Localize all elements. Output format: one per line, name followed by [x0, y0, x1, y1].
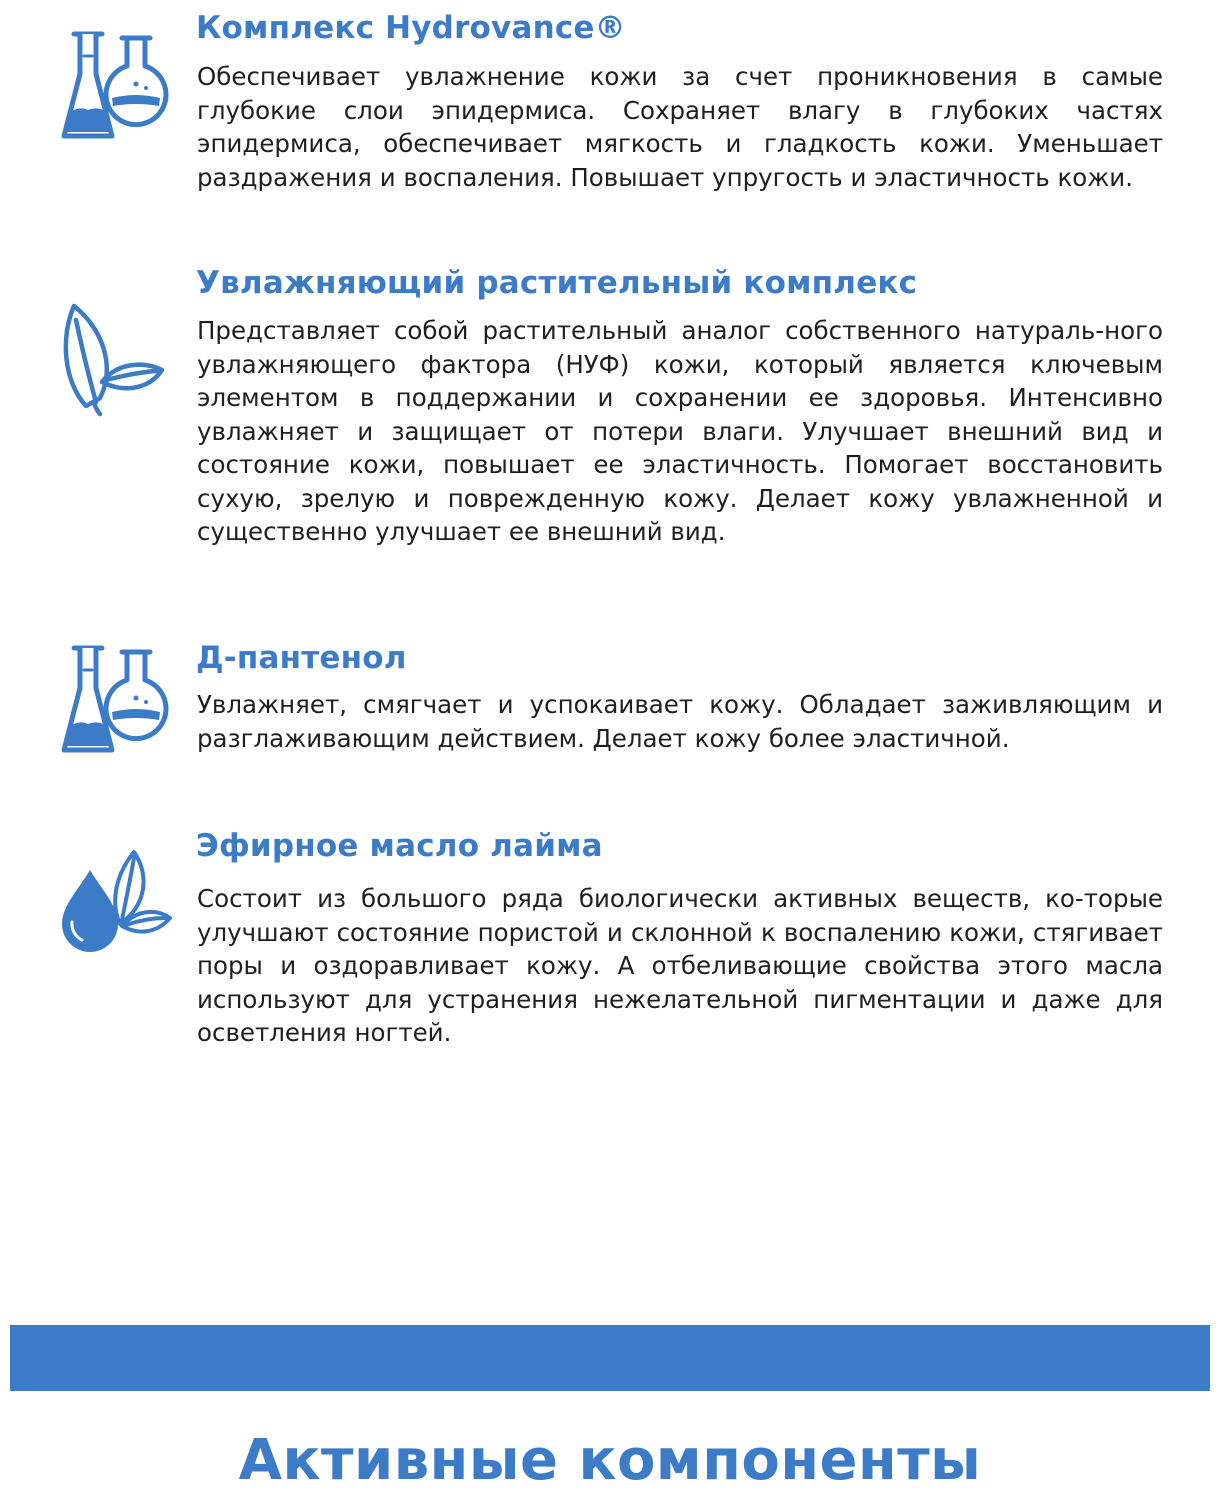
drop-leaves-icon [56, 840, 176, 960]
flasks-icon [56, 640, 176, 760]
flasks-icon [56, 26, 176, 146]
section-text: Состоит из большого ряда биологически активных веществ, ко-торые улучшают состояние пористой и склонной к воспалению кожи, стягивает поры и оздоравливает кожу. А отбеливающие свойства этого масла используют для устранения нежелательной пигментации и даже для осветления ногтей. [197, 884, 1163, 1047]
section-text: Представляет собой растительный аналог собственного натураль-ного увлажняющего фактора (НУФ) кожи, который является ключевым элементом в поддержании и сохранении ее здоровья. Интенсивно увлажняет и защищает от потери влаги. Улучшает внешний вид и состояние кожи, повышает ее эластичность. Помогает восстановить сухую, зрелую и поврежденную кожу. Делает кожу увлажненной и существенно улучшает ее внешний вид. [197, 316, 1163, 546]
section-text: Увлажняет, смягчает и успокаивает кожу. Обладает заживляющим и разглаживающим действием. Делает кожу более эластичной. [197, 690, 1163, 753]
section-text: Обеспечивает увлажнение кожи за счет проникновения в самые глубокие слои эпидермиса. Сохраняет влагу в глубоких частях эпидермиса, обеспечивает мягкость и гладкость кожи. Уменьшает раздражения и воспаления. Повышает упругость и эластичность кожи. [197, 62, 1163, 192]
decorative-bar [10, 1325, 1210, 1391]
leaves-icon [56, 298, 176, 418]
section-title: Увлажняющий растительный комплекс [196, 265, 918, 301]
section-title: Д-пантенол [196, 640, 407, 676]
page-heading: Активные компоненты [238, 1428, 982, 1493]
section-title: Эфирное масло лайма [196, 828, 603, 864]
section-title: Комплекс Hydrovance® [196, 10, 626, 46]
